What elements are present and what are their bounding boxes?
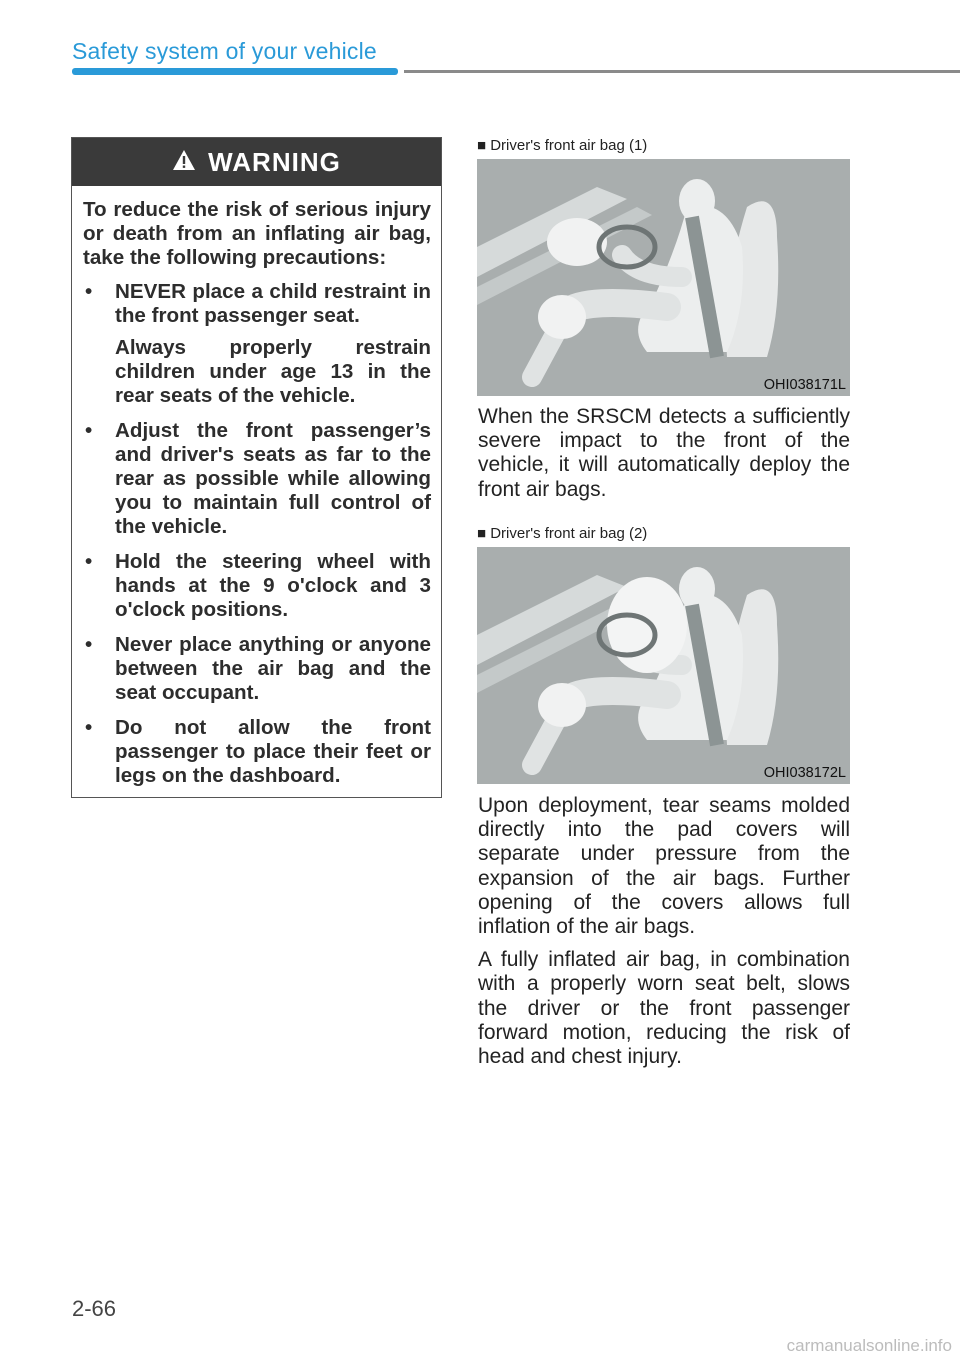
bullet-dot: •	[85, 550, 93, 573]
page-number: 2-66	[72, 1296, 117, 1321]
figure-airbag-1	[477, 137, 850, 396]
figure-code: OHI038171L	[763, 377, 846, 393]
figure-code: OHI038172L	[763, 765, 846, 781]
paragraph-2: Upon deployment, tear seams molded directly into the pad covers will separate under pressure from the expansion of the air bags. Further opening of the covers allows full inflation of the air bags.	[478, 794, 850, 939]
figure-caption: ■ Driver's front air bag (2)	[477, 525, 850, 547]
header-rule	[404, 70, 960, 73]
warning-bullet	[83, 419, 431, 539]
warning-body	[72, 186, 441, 788]
warning-bullet-text: NEVER place a child restraint in the front passenger seat.	[115, 280, 431, 327]
bullet-dot: •	[85, 419, 93, 442]
warning-bullet-text: Never place anything or anyone between the air bag and the seat occupant.	[115, 633, 431, 704]
bullet-dot: •	[85, 280, 93, 303]
warning-header	[72, 138, 441, 186]
body-text-1	[478, 405, 850, 511]
header-accent-bar	[72, 68, 398, 75]
warning-bullet	[83, 550, 431, 622]
figure-airbag-2	[477, 525, 850, 784]
bullet-dot: •	[85, 633, 93, 656]
warning-title: WARNING	[208, 146, 341, 177]
warning-bullet	[83, 716, 431, 788]
warning-bullet-extra: Always properly restrain children under age 13 in the rear seats of the vehicle.	[115, 336, 431, 407]
driver-airbag-illustration	[477, 525, 850, 784]
section-title: Safety system of your vehicle	[72, 38, 377, 64]
warning-bullet-text: Do not allow the front passenger to place their feet or legs on the dashboard.	[115, 716, 431, 787]
paragraph-1: When the SRSCM detects a sufficiently severe impact to the front of the vehicle, it will automatically deploy the front air bags.	[478, 405, 850, 501]
warning-bullet-text: Hold the steering wheel with hands at the 9 o'clock and 3 o'clock positions.	[115, 550, 431, 621]
driver-airbag-illustration	[477, 137, 850, 396]
paragraph-3: A fully inflated air bag, in combination with a properly worn seat belt, slows the driver or the front passenger forward motion, reducing the risk of head and chest injury.	[478, 948, 850, 1069]
warning-box	[71, 137, 442, 798]
warning-bullet	[83, 633, 431, 705]
body-text-2	[478, 794, 850, 1078]
warning-bullet	[83, 280, 431, 408]
warning-bullet-text: Adjust the front passenger’s and driver's seats as far to the rear as possible while allowing you to maintain full control of the vehicle.	[115, 419, 431, 538]
bullet-dot: •	[85, 716, 93, 739]
figure-caption: ■ Driver's front air bag (1)	[477, 137, 850, 159]
watermark: carmanualsonline.info	[786, 1336, 952, 1355]
warning-intro: To reduce the risk of serious injury or death from an inflating air bag, take the following precautions:	[83, 198, 431, 269]
warning-triangle-icon	[172, 147, 196, 178]
